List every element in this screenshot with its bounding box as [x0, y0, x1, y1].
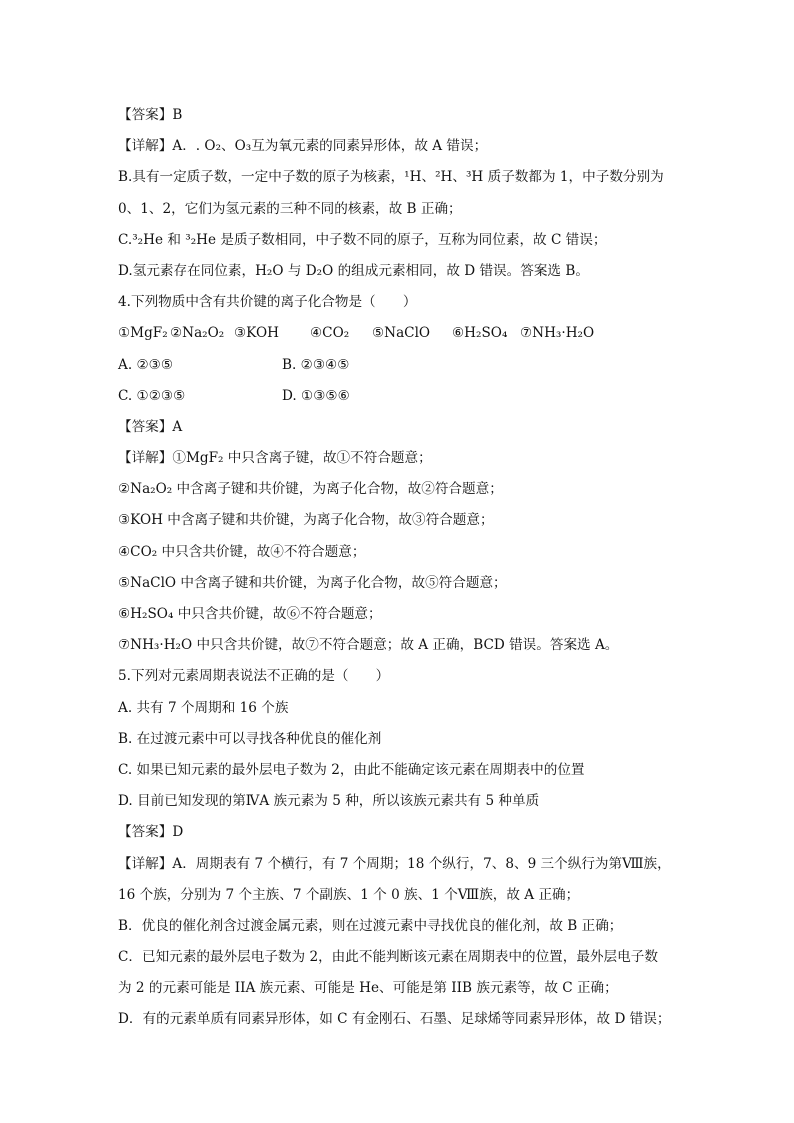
explanation-line: ⑦NH₃·H₂O 中只含共价键，故⑦不符合题意；故 A 正确，BCD 错误。答案选 A。	[118, 637, 619, 654]
answer-label: 【答案】A	[118, 418, 183, 435]
q5-option-d: D. 目前已知发现的第ⅣA 族元素为 5 种，所以该族元素共有 5 种单质	[118, 793, 540, 810]
q4-item: ②Na₂O₂	[170, 325, 225, 342]
q4-option-d: D. ①③⑤⑥	[282, 387, 350, 404]
q5-option-c: C. 如果已知元素的最外层电子数为 2，由此不能确定该元素在周期表中的位置	[118, 761, 585, 778]
q4-item: ①MgF₂	[118, 325, 168, 342]
explanation-line: C.³₂He 和 ³₂He 是质子数相同，中子数不同的原子，互称为同位素，故 C 错误；	[118, 231, 607, 248]
question-5-stem: 5.下列对元素周期表说法不正确的是（ ）	[118, 668, 390, 685]
q4-option-c: C. ①②③⑤	[118, 387, 186, 404]
q4-item: ④CO₂	[310, 325, 350, 342]
q5-option-a: A. 共有 7 个周期和 16 个族	[118, 699, 289, 716]
explanation-line: ⑤NaClO 中含离子键和共价键，为离子化合物，故⑤符合题意；	[118, 574, 507, 591]
explanation-line: 【详解】A．. O₂、O₃互为氧元素的同素异形体，故 A 错误；	[118, 138, 488, 155]
explanation-line: 0、1、2，它们为氢元素的三种不同的核素，故 B 正确；	[118, 200, 462, 217]
explanation-line: ④CO₂ 中只含共价键，故④不符合题意；	[118, 543, 366, 560]
question-4-items	[118, 318, 678, 349]
explanation-line: C．已知元素的最外层电子数为 2，由此不能判断该元素在周期表中的位置，最外层电子数	[118, 949, 658, 966]
explanation-line: 【详解】A．周期表有 7 个横行，有 7 个周期；18 个纵行，7、8、9 三个纵行为第Ⅷ族，	[118, 855, 671, 872]
explanation-line: D．有的元素单质有同素异形体，如 C 有金刚石、石墨、足球烯等同素异形体，故 D 错误；	[118, 1011, 671, 1028]
q5-option-b: B. 在过渡元素中可以寻找各种优良的催化剂	[118, 730, 382, 747]
question-4-stem: 4.下列物质中含有共价键的离子化合物是（ ）	[118, 294, 417, 311]
q4-option-a: A. ②③⑤	[118, 356, 174, 373]
answer-label: 【答案】D	[118, 824, 184, 841]
document-page	[118, 100, 678, 1036]
explanation-line: 16 个族，分别为 7 个主族、7 个副族、1 个 0 族、1 个Ⅷ族，故 A 正确；	[118, 886, 580, 903]
explanation-line: 为 2 的元素可能是 IIA 族元素、可能是 He、可能是第 IIB 族元素等，故 C 正确；	[118, 980, 618, 997]
q4-option-b: B. ②③④⑤	[282, 356, 350, 373]
explanation-line: 【详解】①MgF₂ 中只含离子键，故①不符合题意；	[118, 450, 432, 467]
explanation-line: ⑥H₂SO₄ 中只含共价键，故⑥不符合题意；	[118, 606, 382, 622]
explanation-line: ②Na₂O₂ 中含离子键和共价键，为离子化合物，故②符合题意；	[118, 481, 503, 498]
q4-item: ③KOH	[234, 325, 279, 342]
answer-label: 【答案】B	[118, 107, 183, 123]
explanation-line: B．优良的催化剂含过渡金属元素，则在过渡元素中寻找优良的催化剂，故 B 正确；	[118, 917, 623, 934]
question-4-options-row-1	[118, 350, 678, 381]
explanation-line: ③KOH 中含离子键和共价键，为离子化合物，故③符合题意；	[118, 512, 494, 529]
explanation-line: D.氢元素存在同位素，H₂O 与 D₂O 的组成元素相同，故 D 错误。答案选 B。	[118, 262, 589, 279]
q4-item: ⑦NH₃·H₂O	[520, 325, 595, 342]
question-4-options-row-2	[118, 381, 678, 412]
q4-item: ⑤NaClO	[372, 325, 431, 342]
q4-item: ⑥H₂SO₄	[452, 325, 508, 342]
explanation-line: B.具有一定质子数，一定中子数的原子为核素，¹H、²H、³H 质子数都为 1，中子数分别为	[118, 169, 664, 186]
